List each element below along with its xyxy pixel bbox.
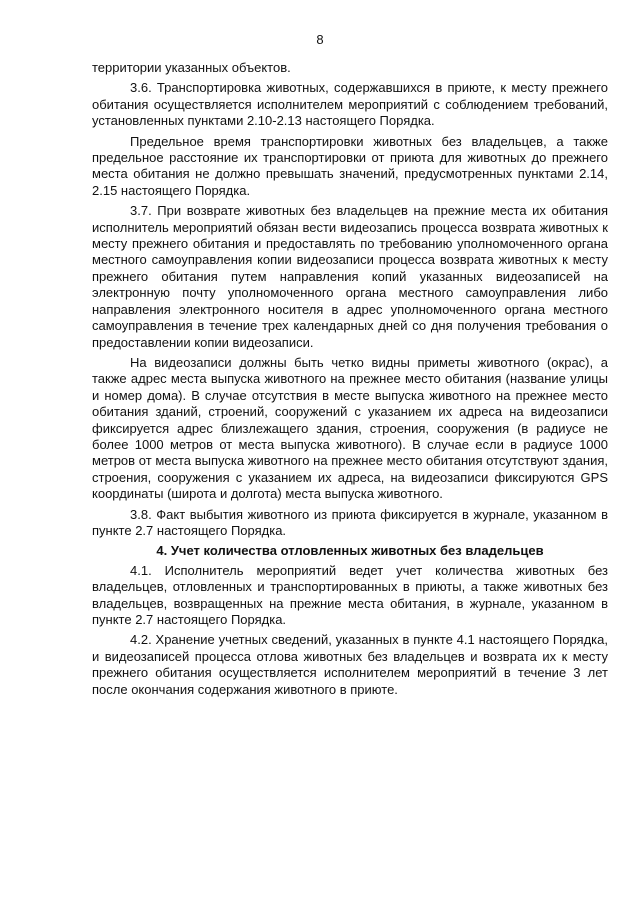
paragraph-4-1: 4.1. Исполнитель мероприятий ведет учет количества животных без владельцев, отловленных и транспортированных в приюты, а также животных без владельцев, возвращенных на прежние места обитания, в журнале, указанном в пункте 2.7 настоящего Порядка. (92, 562, 608, 627)
page-number: 8 (316, 32, 324, 47)
paragraph-video-requirements: На видеозаписи должны быть четко видны приметы животного (окрас), а также адрес места выпуска животного на прежнее место обитания (название улицы и номер дома). В случае отсутствия в месте выпуска животного на прежнее место обитания зданий, строений, сооружений с указанием их адреса на видеозаписи фиксируется адрес близлежащего здания, строения, сооружения (в радиусе не более 1000 метров от места выпуска животного). В случае если в радиусе 1000 метров от места выпуска животного на прежнее место обитания отсутствуют здания, строения, сооружения с указанием их адреса, на видеозаписи фиксируются GPS координаты (широта и долгота) места выпуска животного. (92, 354, 608, 502)
paragraph-3-6: 3.6. Транспортировка животных, содержавшихся в приюте, к месту прежнего обитания осуществляется исполнителем мероприятий с соблюдением требований, установленных пунктами 2.10-2.13 настоящего Порядка. (92, 80, 608, 129)
paragraph-3-7: 3.7. При возврате животных без владельцев на прежние места их обитания исполнитель мероприятий обязан вести видеозапись процесса возврата животных к месту прежнего обитания и предоставлять по требованию уполномоченного органа местного самоуправления копии видеозаписи процесса возврата животных к месту прежнего обитания путем направления копий указанных видеозаписей на электронную почту уполномоченного органа местного самоуправления либо направления электронного носителя в адрес уполномоченного органа местного самоуправления в течение трех календарных дней со дня получения требования о предоставлении копии видеозаписи. (92, 203, 608, 350)
paragraph-transport-limits: Предельное время транспортировки животных без владельцев, а также предельное расстояние их транспортировки от приюта для животных до прежнего места обитания не должно превышать значений, предусмотренных пунктами 2.14, 2.15 настоящего Порядка. (92, 133, 608, 198)
paragraph-continuation: территории указанных объектов. (92, 60, 291, 75)
document-body (92, 60, 608, 702)
paragraph-4-2: 4.2. Хранение учетных сведений, указанных в пункте 4.1 настоящего Порядка, и видеозаписей процесса отлова животных без владельцев и возврата их к месту прежнего обитания осуществляется исполнителем мероприятий в течение 3 лет после окончания содержания животного в приюте. (92, 632, 608, 697)
section-heading: 4. Учет количества отловленных животных без владельцев (156, 543, 544, 559)
paragraph-3-8: 3.8. Факт выбытия животного из приюта фиксируется в журнале, указанном в пункте 2.7 настоящего Порядка. (92, 506, 608, 538)
